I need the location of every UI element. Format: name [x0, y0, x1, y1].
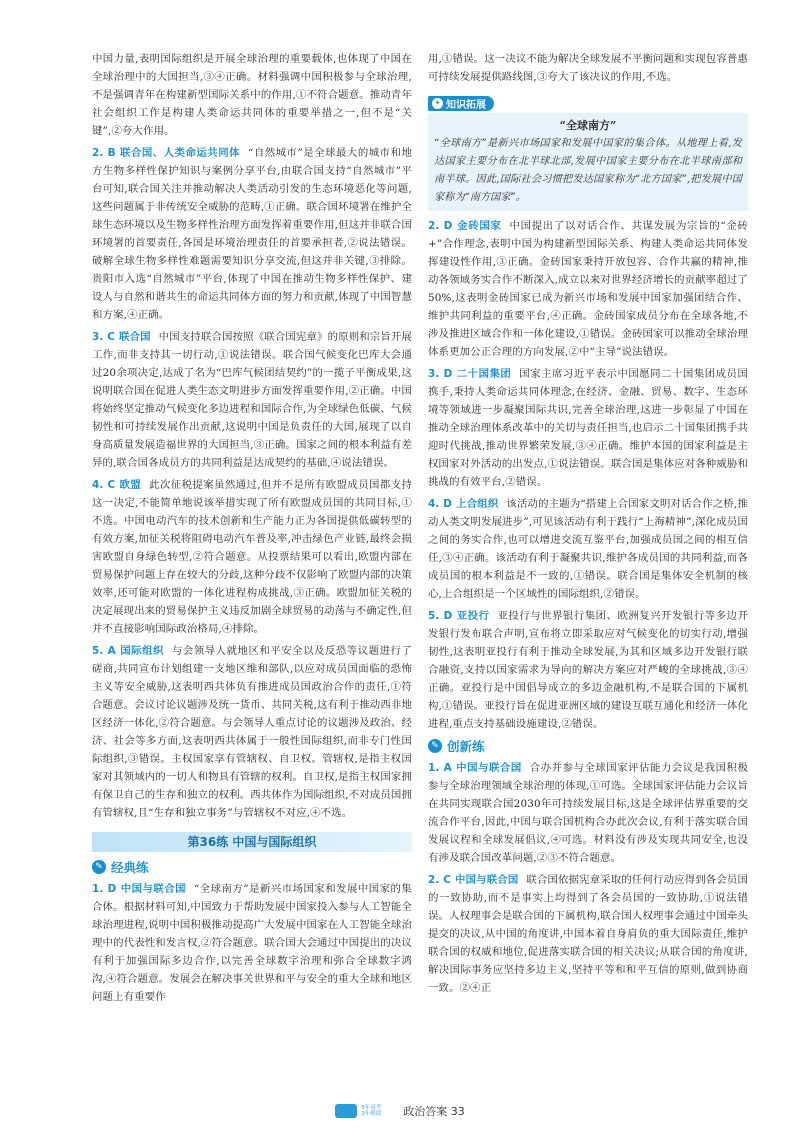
answer-number: 1. A — [428, 762, 452, 774]
page-footer — [0, 1101, 800, 1121]
answer-text: “全球南方”是新兴市场国家和发展中国家的集合体。根据材料可知,中国致力于帮助发展中国家投入参与人工智能全球治理进程,说明中国积极推动提高广大发展中国家在人工智能全球治理中的代表性和发言权,②符合题意。联合国大会通过中国提出的决议有利于加强国际多边合作,以完善全球数字治理和弥合全球数字鸿沟,④符合题意。发展会在解决事关世界和平与安全的重大全球和地区问题上有重要作 — [92, 883, 412, 1003]
jingdian-heading — [92, 858, 412, 876]
answer-topic-tag: 中国与联合国 — [455, 762, 522, 774]
answer-text: 中国提出了以对话合作、共谋发展为宗旨的“金砖+”合作理念,表明中国为构建新型国际关系、构建人类命运共同体发挥建设性作用,③正确。金砖国家秉持开放包容、合作共赢的精神,推动各领域务实合作不断深入,成立以来对世界经济增长的贡献率超过了50%,这表明金砖国家已成为新兴市场和发展中国家加强团结合作、维护共同利益的重要平台,④正确。金砖国家成员分布在全球各地,不涉及推进区域合作和一体化建设,①错误。金砖国家可以推动全球治理体系更加公正合理的方向发展,②中“主导”说法错误。 — [428, 220, 748, 358]
brand-line-2: 3年模拟 — [361, 1111, 382, 1117]
page-number-label: 政治答案 33 — [403, 1105, 465, 1118]
answer-item — [428, 217, 748, 361]
brand-text — [361, 1105, 395, 1117]
answer-topic-tag: 中国与联合国 — [120, 883, 186, 895]
answer-number: 4. C — [92, 479, 116, 491]
answer-text: 中国支持联合国按照《联合国宪章》的原则和宗旨开展工作,而非支持其一切行动,①说法错误。联合国气候变化巴库大会通过20余项决定,达成了名为“巴库气候团结契约”的一揽子平衡成果,这说明联合国在促进人类生态文明进步方面发挥重要作用,②正确。中国将始终坚定推动气候变化多边进程和国际合作,为全球绿色低碳、气候韧性和可持续发展作出贡献,这说明中国是负责任的大国,展现了以自身高质量发展造福世界的大国担当,③正确。国家之间的根本利益有差异的,联合国各成员方的共同利益是达成契约的基础,④说法错误。 — [92, 331, 413, 469]
answer-item — [92, 642, 412, 822]
answer-item — [428, 759, 748, 867]
answer-item — [92, 328, 412, 472]
answer-text: 亚投行与世界银行集团、欧洲复兴开发银行等多边开发银行发布联合声明,宣布将立即采取应对气候变化的切实行动,增强韧性,这表明亚投行有利于推动全球发展,为其和区域多边开发银行联合融资,支持以国家需求为导向的解决方案应对严峻的全球挑战,③④正确。亚投行是中国倡导成立的多边金融机构,不是联合国的下属机构,①错误。亚投行旨在促进亚洲区域的建设互联互通化和经济一体化进程,重点支持基础设施建设,②错误。 — [428, 610, 748, 730]
jingdian-label: 经典练 — [111, 860, 149, 875]
knowledge-text: “全球南方”是新兴市场国家和发展中国家的集合体。从地理上看,发达国家主要分布在北半球北部,发展中国家主要分布在北半球南部和南半球。因此,国际社会习惯把发达国家称为“北方国家”,把发展中国家称为“南方国家”。 — [434, 138, 742, 203]
brand-line-1: 5年高考 — [361, 1105, 382, 1111]
answer-number: 3. D — [428, 368, 453, 380]
answer-item — [428, 365, 748, 491]
answer-text: 联合国依据宪章采取的任何行动应得到各会员国的一致协助,而不是事实上均得到了各会员国的一致协助,①说法错误。人权理事会是联合国的下属机构,联合国人权理事会通过中国牵头提交的决议,从中国的角度讲,中国本着自身肩负的重大国际责任,维护联合国的权威和地位,促进落实联合国的相关决议;从联合国的角度讲,解决国际事务应坚持多边主义,坚持平等和和平互信的原则,做到协商一致。②④正 — [428, 874, 748, 994]
knowledge-title: “全球南方” — [559, 119, 617, 132]
knowledge-box — [428, 113, 748, 211]
right-column — [428, 50, 748, 1001]
left-column — [92, 50, 412, 1010]
bullet-icon: ✎ — [92, 860, 106, 874]
chuangxin-heading — [428, 737, 748, 755]
left-top-continuation: 中国力量,表明国际组织是开展全球治理的重要载体,也体现了中国在全球治理中的大国担当,③④正确。材料强调中国积极参与全球治理,不是强调青年在构建新型国际关系中的作用,①不符合题意。推动青年社会组织工作是构建人类命运共同体的重要举措之一,但不是“关键”,②夸大作用。 — [92, 53, 412, 137]
answer-number: 5. D — [428, 610, 453, 622]
answer-number: 5. A — [92, 645, 116, 657]
answer-topic-tag: 国际组织 — [119, 645, 164, 657]
answer-topic-tag: 二十国集团 — [456, 368, 512, 380]
answer-text: 国家主席习近平表示中国愿同二十国集团成员国携手,秉持人类命运共同体理念,在经济、金融、贸易、数字、生态环境等领域进一步凝聚国际共识,完善全球治理,这进一步彰显了中国在推动全球治理体系改革中的关切与责任担当,也启示二十国集团携手共迎时代挑战,推动世界繁荣发展,③④正确。维护本国的国家利益是主权国家对外活动的出发点,①说法错误。联合国是集体应对各种威胁和挑战的有效平台,②错误。 — [428, 368, 748, 488]
brand-logo-icon — [335, 1104, 357, 1118]
answer-topic-tag: 中国与联合国 — [455, 874, 519, 886]
answer-topic-tag: 亚投行 — [456, 610, 490, 622]
answer-number: 2. C — [428, 874, 452, 886]
answer-topic-tag: 金砖国家 — [456, 220, 502, 232]
answer-item — [92, 476, 412, 638]
answer-text: 此次征税提案虽然通过,但并不是所有欧盟成员国都支持这一决定,不能简单地说该举措实现了所有欧盟成员国的共同目标,①不选。中国电动汽车的技术创新和生产能力正为各国提供低碳转型的有效方案,加征关税将阻碍电动汽车普及率,冲击绿色产业链,最终会损害欧盟自身绿色转型,②符合题意。从投票结果可以看出,欧盟内部在贸易保护问题上存在较大的分歧,这种分歧不仅影响了欧盟内部的决策效率,还可能对欧盟的一体化进程构成挑战,③正确。欧盟加征关税的决定展现出来的贸易保护主义违反加剧全球贸易的动荡与不确定性,但并不直接影响国际政治格局,④排除。 — [92, 479, 412, 635]
answer-text: 合办并参与全球国家评估能力会议是我国积极参与全球治理领域全球治理的体现,①可选。全球国家评估能力会议旨在共同实现联合国2030年可持续发展目标,这是全球评估界重要的交流合作平台,因此,中国与联合国机构合办此次会议,有利于落实联合国发展议程和全球发展倡议,④可选。材料没有涉及实现共同安全,也没有涉及联合国改革问题,②③不符合题意。 — [428, 762, 748, 864]
answer-text: 与会领导人就地区和平安全以及反恐等议题进行了磋商,共同宣布计划组建一支地区维和部队,以应对成员国面临的恐怖主义等安全威胁,这表明西共体负有推进成员国政治合作的责任,①符合题意。会议讨论议题涉及统一货币、共同关税,这有利于推动西非地区经济一体化,②符合题意。与会领导人重点讨论的议题涉及政治、经济、社会等多方面,这表明西共体属于一般性国际组织,而非专门性国际组织,③错误。主权国家享有管辖权、自卫权。管辖权,是指主权国家对其领域内的一切人和物具有管辖的权利。自卫权,是指主权国家拥有保卫自己的生存和独立的权利。西共体作为国际组织,不对成员国拥有管辖权,且“生存和独立事务”与管辖权不对应,④不选。 — [92, 645, 412, 819]
answer-item — [92, 880, 412, 1006]
answer-number: 1. D — [92, 883, 117, 895]
answer-topic-tag: 联合国、人类命运共同体 — [119, 147, 241, 159]
bullet-icon: ✎ — [428, 739, 442, 753]
answer-topic-tag: 联合国 — [119, 331, 151, 343]
answer-number: 2. B — [92, 147, 116, 159]
knowledge-tab — [428, 96, 494, 111]
right-top-continuation: 用,①错误。这一决议不能为解决全球发展不平衡问题和实现包容普惠可持续发展提供路线图,③夸大了该决议的作用,不选。 — [428, 53, 748, 83]
section-title: 第36练 中国与国际组织 — [92, 832, 412, 852]
answer-item — [428, 495, 748, 603]
answer-number: 2. D — [428, 220, 453, 232]
answer-number: 3. C — [92, 331, 116, 343]
answer-item — [428, 607, 748, 733]
chuangxin-label: 创新练 — [447, 739, 485, 754]
knowledge-tab-label: 知识拓展 — [446, 100, 486, 111]
answer-item — [428, 871, 748, 997]
answer-text: “自然城市”是全球最大的城市和地方生物多样性保护知识与案例分享平台,由联合国支持“自然城市”平台可知,联合国关注并推动解决人类活动引发的生态环境恶化等问题,这些问题属于非传统安全威胁的范畴,①正确。联合国环境署在维护全球生态环境以及生物多样性治理方面发挥着重要作用,但这并非联合国环境署的首要责任,各国是环境治理责任的首要承担者,②说法错误。破解全球生物多样性难题需要知识分享交流,但这并非关键,③排除。贵阳市入选“自然城市”平台,体现了中国在推动生物多样性保护、建设人与自然和谐共生的命运共同体方面的努力和贡献,体现了中国智慧和方案,④正确。 — [92, 147, 412, 321]
answer-item — [92, 144, 412, 324]
answer-topic-tag: 欧盟 — [119, 479, 142, 491]
answer-number: 4. D — [428, 498, 453, 510]
answer-text: 该活动的主题为“搭建上合国家文明对话合作之桥,推动人类文明发展进步”,可见该活动有利于践行“上海精神”,深化成员国之间的务实合作,也可以增进交流互鉴平台,加强成员国之间的相互信任,③④正确。该活动有利于凝聚共识,维护各成员国的共同利益,而各成员国的根本利益是不一致的,①错误。联合国是集体安全机制的核心,上合组织是一个区域性的国际组织,②错误。 — [428, 498, 748, 600]
answer-topic-tag: 上合组织 — [456, 498, 499, 510]
lightbulb-icon: ✦ — [432, 98, 443, 109]
